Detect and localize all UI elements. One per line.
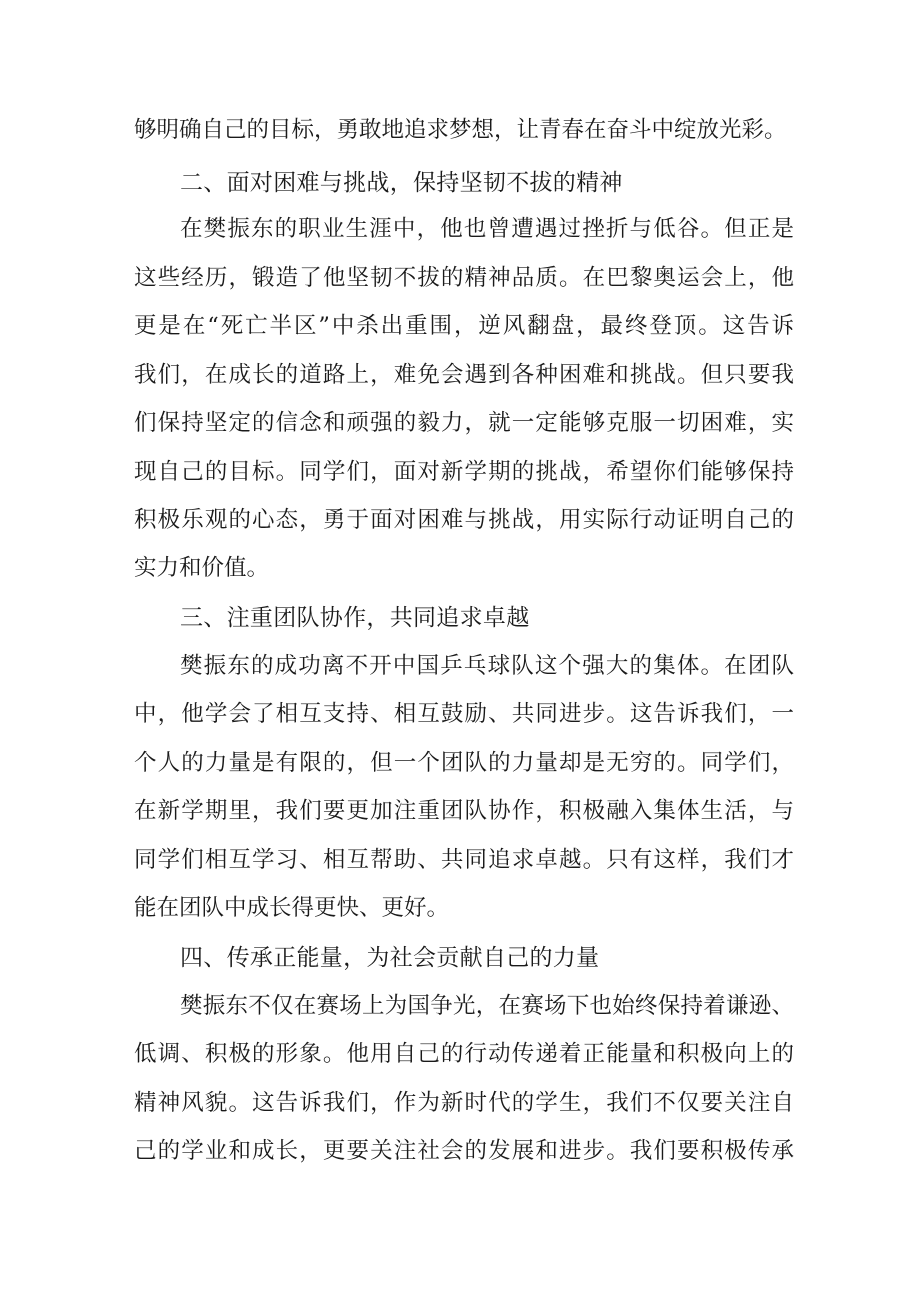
paragraph-line: 个人的力量是有限的，但一个团队的力量却是无穷的。同学们， — [134, 750, 794, 776]
paragraph-line: 在新学期里，我们要更加注重团队协作，积极融入集体生活，与 — [134, 798, 794, 824]
paragraph-line: 积极乐观的心态，勇于面对困难与挑战，用实际行动证明自己的 — [134, 507, 794, 533]
paragraph-line: 们保持坚定的信念和顽强的毅力，就一定能够克服一切困难，实 — [134, 410, 794, 436]
paragraph-line: 这些经历，锻造了他坚韧不拔的精神品质。在巴黎奥运会上，他 — [134, 265, 794, 291]
paragraph-line: 我们，在成长的道路上，难免会遇到各种困难和挑战。但只要我 — [134, 362, 794, 388]
paragraph-line: 中，他学会了相互支持、相互鼓励、共同进步。这告诉我们，一 — [134, 701, 794, 727]
paragraph-line: 更是在“死亡半区”中杀出重围，逆风翻盘，最终登顶。这告诉 — [134, 313, 794, 339]
paragraph-line: 精神风貌。这告诉我们，作为新时代的学生，我们不仅要关注自 — [134, 1090, 794, 1116]
paragraph-line: 同学们相互学习、相互帮助、共同追求卓越。只有这样，我们才 — [134, 847, 794, 873]
paragraph-line: 樊振东不仅在赛场上为国争光，在赛场下也始终保持着谦逊、 — [180, 993, 794, 1019]
paragraph-line: 樊振东的成功离不开中国乒乓球队这个强大的集体。在团队 — [180, 653, 794, 679]
paragraph-line: 低调、积极的形象。他用自己的行动传递着正能量和积极向上的 — [134, 1041, 794, 1067]
paragraph-line: 能在团队中成长得更快、更好。 — [134, 895, 450, 921]
paragraph-line: 现自己的目标。同学们，面对新学期的挑战，希望你们能够保持 — [134, 459, 794, 485]
paragraph-line: 在樊振东的职业生涯中，他也曾遭遇过挫折与低谷。但正是 — [180, 216, 794, 242]
section-heading: 三、注重团队协作，共同追求卓越 — [180, 605, 530, 631]
paragraph-line: 够明确自己的目标，勇敢地追求梦想，让青春在奋斗中绽放光彩。 — [134, 117, 787, 143]
section-heading: 二、面对困难与挑战，保持坚韧不拔的精神 — [180, 170, 623, 196]
paragraph-line: 己的学业和成长，更要关注社会的发展和进步。我们要积极传承 — [134, 1138, 794, 1164]
paragraph-line: 实力和价值。 — [134, 555, 270, 581]
section-heading: 四、传承正能量，为社会贡献自己的力量 — [180, 945, 600, 971]
